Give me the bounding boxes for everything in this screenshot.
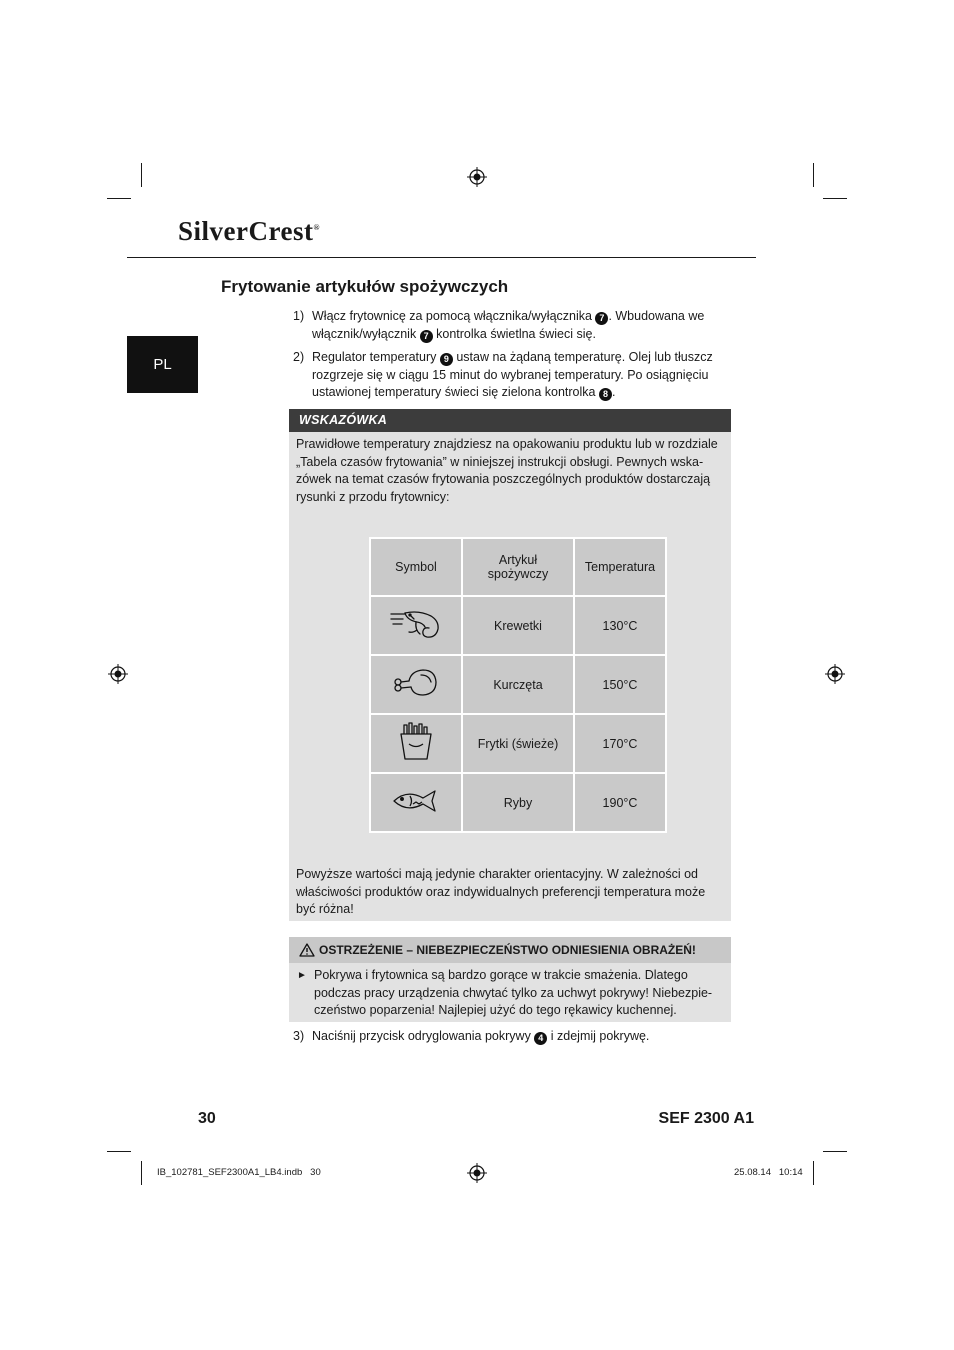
warning-box <box>289 963 731 1022</box>
reference-number: 4 <box>534 1032 547 1045</box>
step-3: 3) Naciśnij przycisk odryglowania pokrywy 4 i zdejmij pokrywę. <box>293 1029 650 1043</box>
table-row <box>370 773 666 832</box>
warning-text: Pokrywa i frytownica są bardzo gorące w trakcie smażenia. Dlatego podczas pracy urządzenia chwytać tylko za uchwyt pokrywy! Niebezpie-czeństwo poparzenia! Najlepiej użyć do tego rękawicy kuchennej. <box>314 968 713 1017</box>
food-cell: Kurczęta <box>462 655 574 714</box>
print-slug-file: IB_102781_SEF2300A1_LB4.indb 30 <box>157 1167 321 1178</box>
shrimp-icon <box>370 596 462 655</box>
crop-mark <box>107 198 131 199</box>
crop-mark <box>823 198 847 199</box>
temperature-cell: 130°C <box>574 596 666 655</box>
table-header: Temperatura <box>574 538 666 596</box>
crop-mark <box>141 1161 142 1185</box>
registration-mark-icon <box>825 664 845 684</box>
note-title: WSKAZÓWKA <box>289 409 731 432</box>
food-cell: Ryby <box>462 773 574 832</box>
crop-mark <box>813 163 814 187</box>
chicken-leg-icon <box>370 655 462 714</box>
temperature-table <box>369 537 667 833</box>
reference-number: 9 <box>440 353 453 366</box>
registration-mark-icon <box>467 167 487 187</box>
registration-mark-icon <box>467 1163 487 1183</box>
bullet-icon: ► <box>297 970 307 981</box>
crop-mark <box>813 1161 814 1185</box>
table-row <box>370 714 666 773</box>
warning-icon <box>299 943 315 957</box>
note-outro: Powyższe wartości mają jedynie charakter orientacyjny. W zależności od właściwości produktów oraz indywidualnych preferencji temperatura może być różna! <box>296 867 706 916</box>
food-cell: Krewetki <box>462 596 574 655</box>
page-title: Frytowanie artykułów spożywczych <box>221 277 509 296</box>
crop-mark <box>141 163 142 187</box>
reference-number: 8 <box>599 388 612 401</box>
table-header: Artykuł spożywczy <box>462 538 574 596</box>
step-2: 2) Regulator temperatury 9 ustaw na żądaną temperaturę. Olej lub tłuszcz rozgrzeje się w ciągu 15 minut do wybranej temperatury. Po osiągnięciu ustawionej temperatury świeci się zielona kontrolka 8 . <box>293 350 713 399</box>
language-tab: PL <box>127 336 198 393</box>
step-1: 1) Włącz frytownicę za pomocą włącznika/wyłącznika 7 . Wbudowana we włącznik/wyłącznik 7 kontrolka świetlna świeci się. <box>293 309 705 341</box>
crop-mark <box>107 1151 131 1152</box>
brand-logo: SilverCrest® <box>178 216 320 246</box>
header-rule <box>127 257 756 258</box>
temperature-cell: 170°C <box>574 714 666 773</box>
reference-number: 7 <box>420 330 433 343</box>
table-header-row <box>370 538 666 596</box>
fish-icon <box>370 773 462 832</box>
food-cell: Frytki (świeże) <box>462 714 574 773</box>
fries-icon <box>370 714 462 773</box>
reference-number: 7 <box>595 312 608 325</box>
table-row <box>370 655 666 714</box>
page-number: 30 <box>198 1110 216 1127</box>
table-header: Symbol <box>370 538 462 596</box>
temperature-cell: 150°C <box>574 655 666 714</box>
registration-mark-icon <box>108 664 128 684</box>
crop-mark <box>823 1151 847 1152</box>
model-number: SEF 2300 A1 <box>658 1110 754 1127</box>
print-slug-date: 25.08.14 10:14 <box>734 1167 803 1178</box>
warning-title: OSTRZEŻENIE – NIEBEZPIECZEŃSTWO ODNIESIENIA OBRAŻEŃ! <box>289 937 731 963</box>
table-row <box>370 596 666 655</box>
note-intro: Prawidłowe temperatury znajdziesz na opakowaniu produktu lub w rozdziale „Tabela czasów frytowania” w niniejszej instrukcji obsługi. Pewnych wska-zówek na temat czasów frytowania poszczególnych produktów dostarczają rysunki z przodu frytownicy: <box>296 437 718 504</box>
temperature-cell: 190°C <box>574 773 666 832</box>
